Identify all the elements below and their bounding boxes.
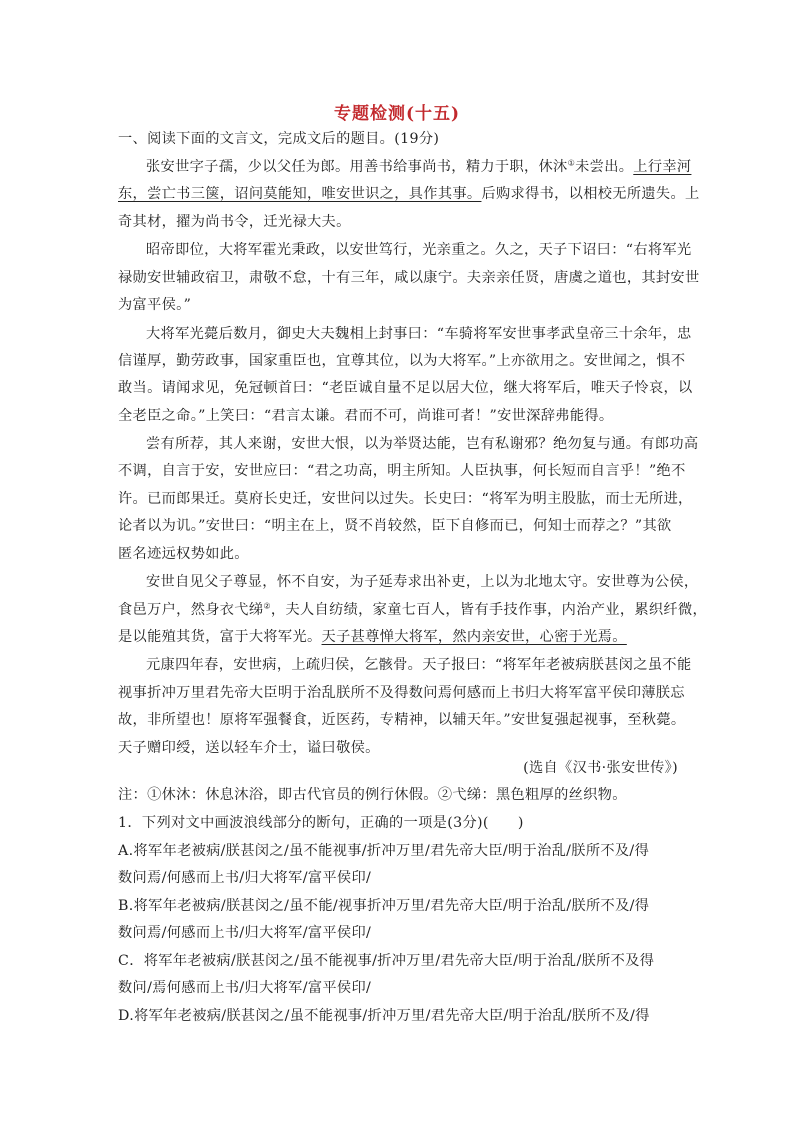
passage-line (118, 378, 693, 398)
footnote-marker: ① (567, 158, 576, 168)
text-segment: 张安世字子孺，少以父任为郎。用善书给事尚书，精力于职，休沐 (146, 159, 568, 175)
text-segment: 许。已而郎果迁。莫府长史迁，安世问以过失。长史曰：“将军为明主股肱，而士无所进， (118, 491, 693, 507)
passage-line (118, 184, 700, 204)
text-segment: 食邑万户，然身衣弋绨 (118, 602, 264, 618)
option-c-line-1[interactable]: C．将军年老被病/朕甚闵之/虽不能视事/折冲万里/君先帝大臣/明于治乱/朕所不及得 (118, 953, 655, 969)
passage-line (118, 212, 678, 232)
passage-line (118, 516, 678, 536)
text-segment: 大将军光薨后数月，御史大夫魏相上封事曰：“车骑将军安世事孝武皇帝三十余年，忠 (146, 326, 692, 342)
page-title: 专题检测(十五) (333, 104, 461, 124)
text-segment: 奇其材，擢为尚书令，迁光禄大夫。 (118, 214, 351, 230)
text-segment: 天子赠印绶，送以轻车介士，谥曰敬侯。 (118, 740, 380, 756)
text-segment: 昭帝即位，大将军霍光秉政，以安世笃行，光亲重之。久之，天子下诏曰：“右将军光 (146, 242, 692, 258)
footnote-marker: ② (263, 601, 271, 611)
passage-line (118, 489, 693, 509)
text-segment: 故，非所望也！原将军强餐食，近医药，专精神，以辅天年。”安世复强起视事，至秋薨。 (118, 712, 686, 728)
passage-line (118, 406, 678, 426)
text-segment: 不调，自言于安，安世应曰：“君之功高，明主所知。人臣执事，何长短而自言乎！”绝不 (118, 463, 686, 479)
text-segment: 安世自见父子尊显，怀不自安，为子延寿求出补吏，上以为北地太守。安世尊为公侯， (146, 574, 699, 590)
text-segment: 尝有所荐，其人来谢，安世大恨，以为举贤达能，岂有私谢邪？绝勿复与通。有郎功高 (146, 436, 699, 452)
passage-line (118, 268, 700, 288)
text-segment: 后购求得书，以相校无所遗失。上 (481, 186, 700, 202)
text-segment: 未尝出。 (575, 159, 634, 175)
passage-line (146, 157, 692, 177)
passage-line (146, 240, 692, 260)
text-segment: 是以能殖其货，富于大将军光。 (118, 629, 322, 645)
source-citation: (选自《汉书·张安世传》) (523, 760, 678, 776)
passage-line (118, 295, 678, 315)
option-c-line-2[interactable]: 数问/焉何感而上书/归大将军/富平侯印/ (118, 980, 372, 996)
text-segment: 视事折冲万里君先帝大臣明于治乱朕所不及得数问焉何感而上书归大将军富平侯印薄朕忘 (118, 685, 685, 701)
footnote: 注：①休沐：休息沐浴，即古代官员的例行休假。②弋绨：黑色粗厚的丝织物。 (118, 787, 627, 803)
passage-line (118, 710, 686, 730)
option-d-line-1[interactable]: D.将军年老被病/朕甚闵之/虽不能视事/折冲万里/君先帝大臣/明于治乱/朕所不及/得 (118, 1008, 650, 1024)
option-a-line-1[interactable]: A.将军年老被病/朕甚闵之/虽不能视事/折冲万里/君先帝大臣/明于治乱/朕所不及/得 (118, 843, 650, 859)
passage-line (118, 738, 678, 758)
passage-line (146, 655, 692, 675)
text-segment: 全老臣之命。”上笑曰：“君言太谦。君而不可，尚谁可者！”安世深辞弗能得。 (118, 408, 614, 424)
option-b-line-1[interactable]: B.将军年老被病/朕甚闵之/虽不能/视事折冲万里/君先帝大臣/明于治乱/朕所不及/得 (118, 898, 650, 914)
text-segment: 元康四年春，安世病，上疏归侯，乞骸骨。天子报曰：“将军年老被病朕甚闵之虽不能 (146, 657, 692, 673)
passage-line (146, 434, 699, 454)
passage-line (118, 351, 686, 371)
text-segment: 匿名迹远权势如此。 (118, 546, 249, 562)
text-segment: 论者以为讥。”安世曰：“明主在上，贤不肖较然，臣下自修而已，何知士而荐之？”其欲 (118, 518, 672, 534)
section-heading: 一、阅读下面的文言文，完成文后的题目。(19分) (118, 131, 440, 147)
question-1: 1．下列对文中画波浪线部分的断句，正确的一项是(3分)( ) (118, 815, 524, 831)
option-b-line-2[interactable]: 数问焉/何感而上书/归大将军/富平侯印/ (118, 925, 372, 941)
passage-line (118, 544, 678, 564)
underlined-text: 东，尝亡书三箧，诏问莫能知，唯安世识之，具作其事。 (118, 186, 482, 202)
underlined-text: 天子甚尊惮大将军，然内亲安世，心密于光焉。 (321, 629, 627, 645)
option-a-line-2[interactable]: 数问焉/何感而上书/归大将军/富平侯印/ (118, 870, 372, 886)
passage-line (118, 461, 686, 481)
text-segment: 为富平侯。” (118, 297, 192, 313)
passage-line (118, 683, 685, 703)
text-segment: 禄勋安世辅政宿卫，肃敬不怠，十有三年，咸以康宁。夫亲亲任贤，唐虞之道也，其封安世 (118, 270, 700, 286)
text-segment: 敢当。请闻求见，免冠顿首曰：“老臣诚自量不足以居大位，继大将军后，唯天子怜哀，以 (118, 380, 693, 396)
passage-line (118, 627, 678, 647)
text-segment: ，夫人自纺绩，家童七百人，皆有手技作事，内治产业，累织纤微， (270, 602, 708, 618)
passage-line (146, 324, 692, 344)
text-segment: 信谨厚，勤劳政事，国家重臣也，宜尊其位，以为大将军。”上亦欲用之。安世闻之，惧不 (118, 353, 686, 369)
underlined-text: 上行幸河 (633, 159, 692, 175)
passage-line (118, 600, 708, 620)
passage-line (146, 572, 699, 592)
